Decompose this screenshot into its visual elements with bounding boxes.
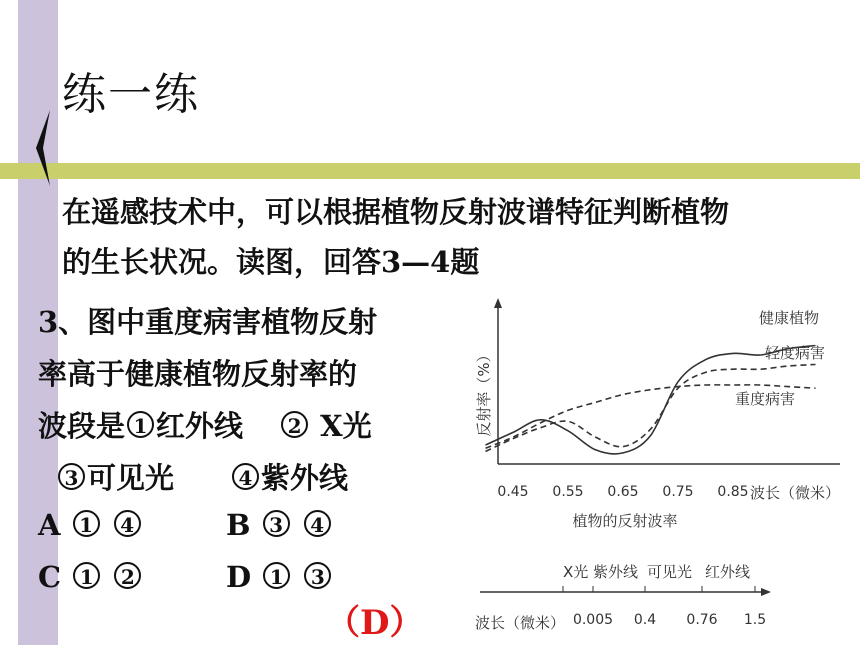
choice-num: 1 xyxy=(263,562,290,589)
series-label-mild: 轻度病害 xyxy=(765,344,826,362)
slide-title: 练一练 xyxy=(62,69,200,120)
x-tick: 0.75 xyxy=(662,484,694,500)
spectrum-tick: 1.5 xyxy=(743,612,767,628)
x-tick: 0.55 xyxy=(552,484,584,500)
choice-num: 1 xyxy=(73,562,100,589)
choice-num: 3 xyxy=(304,562,331,589)
band-xray: X光 xyxy=(563,563,589,581)
question-line-1: 3、图中重度病害植物反射 xyxy=(38,305,378,339)
choice-num: 4 xyxy=(114,510,141,537)
option-text-2: X光 xyxy=(310,409,372,443)
choice-d[interactable] xyxy=(226,560,333,594)
option-text-3: 可见光 xyxy=(87,461,175,495)
choice-num: 2 xyxy=(114,562,141,589)
choice-c[interactable] xyxy=(38,560,143,594)
spectrum-axis-label: 波长（微米） xyxy=(475,614,566,632)
option-number-1: 1 xyxy=(127,411,154,438)
spectrum-axis-arrow-icon xyxy=(761,588,771,596)
series-label-healthy: 健康植物 xyxy=(759,309,820,327)
option-number-3: 3 xyxy=(58,463,85,490)
intro-line-2: 的生长状况。读图，回答3—4题 xyxy=(62,245,480,279)
bracket-ornament-icon xyxy=(30,108,56,188)
choice-a[interactable] xyxy=(38,508,143,542)
choice-letter: C xyxy=(38,560,62,594)
choice-num: 4 xyxy=(304,510,331,537)
series-label-severe: 重度病害 xyxy=(735,390,796,408)
question-line-2: 率高于健康植物反射率的 xyxy=(38,357,358,391)
band-infrared: 红外线 xyxy=(705,563,751,581)
intro-text xyxy=(62,187,852,287)
reflectance-figure xyxy=(465,292,850,637)
decorative-title-rule xyxy=(0,163,860,179)
question-line-3 xyxy=(38,404,372,445)
band-uv: 紫外线 xyxy=(593,563,639,581)
choice-b[interactable] xyxy=(226,508,333,542)
option-number-4: 4 xyxy=(232,463,259,490)
x-tick: 0.85 xyxy=(717,484,749,500)
x-tick: 0.45 xyxy=(497,484,529,500)
option-text-4: 紫外线 xyxy=(261,461,349,495)
option-text-1: 红外线 xyxy=(156,409,244,443)
intro-line-1: 在遥感技术中，可以根据植物反射波谱特征判断植物 xyxy=(62,195,730,229)
choice-num: 1 xyxy=(73,510,100,537)
spectrum-tick: 0.005 xyxy=(572,612,614,628)
x-axis-label: 波长（微米） xyxy=(750,484,841,502)
choice-letter: D xyxy=(226,560,252,594)
y-axis-arrow-icon xyxy=(494,298,502,308)
y-axis-label: 反射率（%） xyxy=(475,347,493,437)
choice-num: 3 xyxy=(263,510,290,537)
band-visible: 可见光 xyxy=(647,563,693,581)
answer-text: （D） xyxy=(326,603,424,643)
spectrum-tick: 0.4 xyxy=(633,612,657,628)
x-tick: 0.65 xyxy=(607,484,639,500)
question-line-4 xyxy=(56,456,348,497)
question-prefix: 波段是 xyxy=(38,409,126,443)
choice-letter: B xyxy=(226,508,251,542)
figure-caption: 植物的反射波率 xyxy=(572,512,678,530)
choice-letter: A xyxy=(38,508,61,542)
spectrum-tick: 0.76 xyxy=(686,612,718,628)
option-number-2: 2 xyxy=(281,411,308,438)
